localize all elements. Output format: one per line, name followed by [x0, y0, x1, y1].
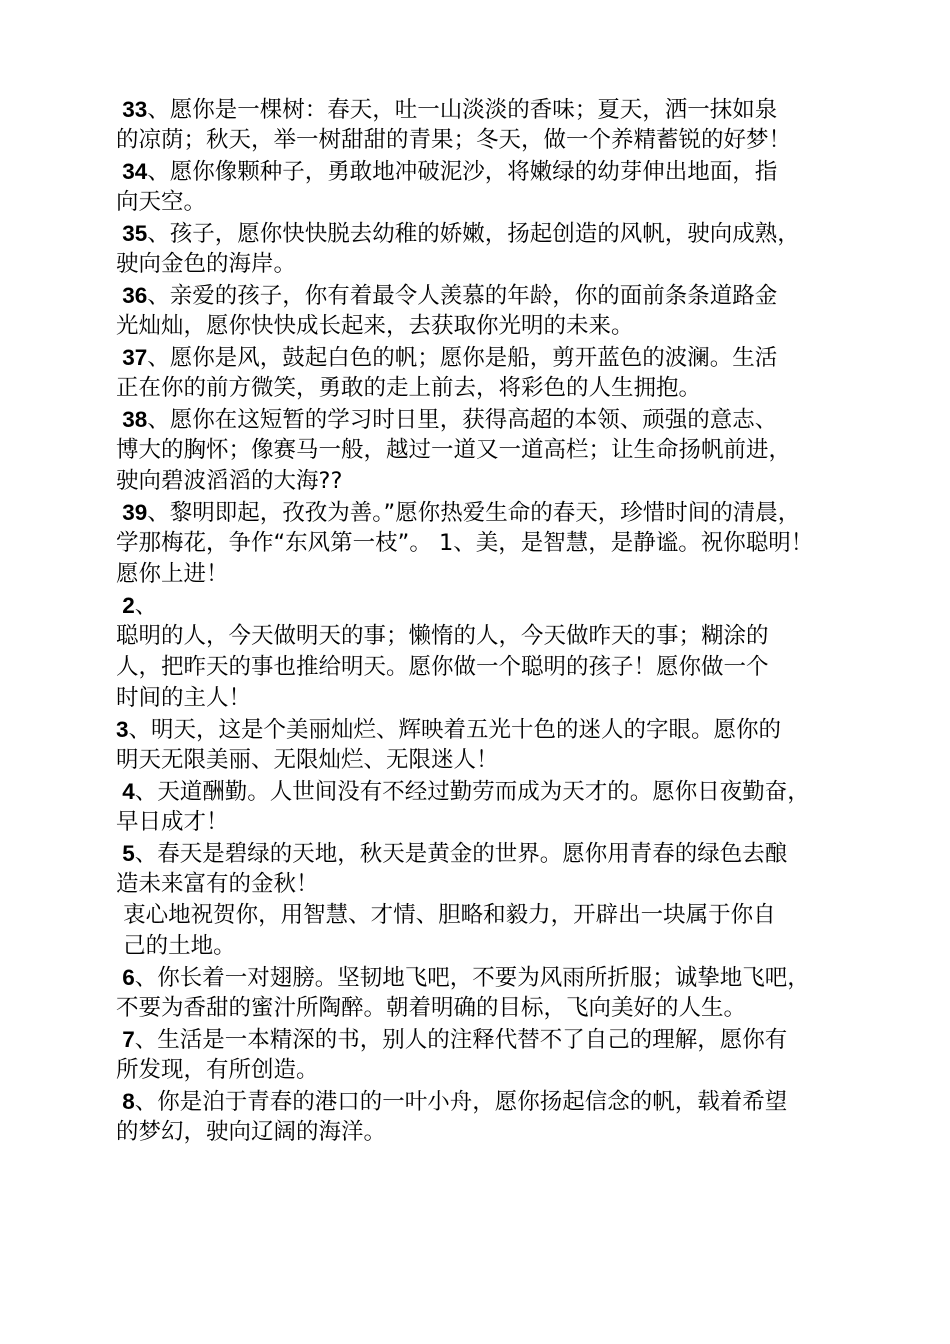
line-text: 向天空。 [116, 189, 207, 215]
text-line [116, 869, 856, 900]
line-text: 的梦幻，驶向辽阔的海洋。 [116, 1119, 387, 1145]
text-line [116, 652, 856, 683]
line-text: 、明天，这是个美丽灿烂、辉映着五光十色的迷人的字眼。愿你的 [128, 717, 782, 743]
text-line [116, 404, 856, 435]
item-number: 4 [116, 779, 135, 804]
line-text: 学那梅花，争作“东风第一枝”。 1、美，是智慧，是静谧。祝你聪明！ [116, 530, 814, 556]
text-line [116, 187, 856, 218]
text-line [116, 1055, 856, 1086]
item-number: 5 [116, 841, 135, 866]
item-number: 35 [116, 221, 148, 246]
line-text: 聪明的人，今天做明天的事；懒惰的人，今天做昨天的事；糊涂的 [116, 623, 769, 649]
text-line [116, 466, 856, 497]
line-text: 、你长着一对翅膀。坚韧地飞吧，不要为风雨所折服；诚挚地飞吧， [134, 965, 810, 991]
line-text: 己的土地。 [116, 933, 236, 959]
line-text: 正在你的前方微笑，勇敢的走上前去，将彩色的人生拥抱。 [116, 375, 702, 401]
line-text: 、你是泊于青春的港口的一叶小舟，愿你扬起信念的帆，载着希望 [134, 1089, 788, 1115]
line-text: 的凉荫；秋天，举一树甜甜的青果；冬天，做一个养精蓄锐的好梦！ [116, 127, 792, 153]
text-line [116, 683, 856, 714]
text-line [116, 156, 856, 187]
line-text: 明天无限美丽、无限灿烂、无限迷人！ [116, 747, 499, 773]
item-number: 39 [116, 500, 148, 525]
line-text: 、春天是碧绿的天地，秋天是黄金的世界。愿你用青春的绿色去酿 [134, 841, 788, 867]
line-text: 、愿你是风，鼓起白色的帆；愿你是船，剪开蓝色的波澜。生活 [147, 345, 778, 371]
line-text: 愿你上进！ [116, 561, 229, 587]
text-line [116, 528, 856, 559]
text-line [116, 900, 856, 931]
line-text: 、孩子，愿你快快脱去幼稚的娇嫩，扬起创造的风帆，驶向成熟， [147, 221, 800, 247]
line-text: 驶向碧波滔滔的大海?? [116, 468, 343, 494]
text-line [116, 559, 856, 590]
text-line [116, 311, 856, 342]
text-line [116, 962, 856, 993]
line-text: 光灿灿，愿你快快成长起来，去获取你光明的未来。 [116, 313, 634, 339]
text-line [116, 218, 856, 249]
line-text: 、天道酬勤。人世间没有不经过勤劳而成为天才的。愿你日夜勤奋， [134, 779, 810, 805]
item-number: 3 [116, 717, 129, 742]
item-number: 36 [116, 283, 148, 308]
text-line [116, 838, 856, 869]
text-line [116, 125, 856, 156]
line-text: 驶向金色的海岸。 [116, 251, 297, 277]
text-line [116, 931, 856, 962]
line-text: 衷心地祝贺你，用智慧、才情、胆略和毅力，开辟出一块属于你自 [116, 902, 776, 928]
text-line [116, 249, 856, 280]
text-line [116, 993, 856, 1024]
line-text: 人，把昨天的事也推给明天。愿你做一个聪明的孩子！愿你做一个 [116, 654, 769, 680]
text-line [116, 280, 856, 311]
line-text: 、生活是一本精深的书，别人的注释代替不了自己的理解，愿你有 [134, 1027, 788, 1053]
text-line [116, 776, 856, 807]
line-text: 、愿你像颗种子，勇敢地冲破泥沙，将嫩绿的幼芽伸出地面，指 [147, 159, 778, 185]
item-number: 37 [116, 345, 148, 370]
item-number: 7 [116, 1027, 135, 1052]
line-text: 、愿你是一棵树：春天，吐一山淡淡的香味；夏天，洒一抹如泉 [147, 97, 778, 123]
line-text: 、愿你在这短暂的学习时日里，获得高超的本领、顽强的意志、 [147, 407, 778, 433]
line-text: 、亲爱的孩子，你有着最令人羡慕的年龄，你的面前条条道路金 [147, 283, 778, 309]
line-text: 造未来富有的金秋！ [116, 871, 319, 897]
text-line [116, 435, 856, 466]
line-text: 博大的胸怀；像赛马一般，越过一道又一道高栏；让生命扬帆前进， [116, 437, 792, 463]
document-body [116, 94, 856, 1148]
text-line [116, 342, 856, 373]
text-line [116, 1086, 856, 1117]
line-text: 不要为香甜的蜜汁所陶醉。朝着明确的目标，飞向美好的人生。 [116, 995, 747, 1021]
item-number: 38 [116, 407, 148, 432]
text-line [116, 497, 856, 528]
item-number: 33 [116, 97, 148, 122]
text-line [116, 94, 856, 125]
text-line [116, 373, 856, 404]
item-number: 8 [116, 1089, 135, 1114]
item-number: 2 [116, 593, 135, 618]
line-text: 、 [134, 593, 158, 619]
text-line [116, 1024, 856, 1055]
text-line [116, 714, 856, 745]
line-text: 、黎明即起，孜孜为善。”愿你热爱生命的春天，珍惜时间的清晨， [147, 500, 801, 526]
text-line [116, 621, 856, 652]
text-line [116, 807, 856, 838]
line-text: 早日成才！ [116, 809, 229, 835]
line-text: 时间的主人！ [116, 685, 252, 711]
text-line [116, 1117, 856, 1148]
text-line [116, 745, 856, 776]
item-number: 6 [116, 965, 135, 990]
line-text: 所发现，有所创造。 [116, 1057, 319, 1083]
text-line [116, 590, 856, 621]
item-number: 34 [116, 159, 148, 184]
